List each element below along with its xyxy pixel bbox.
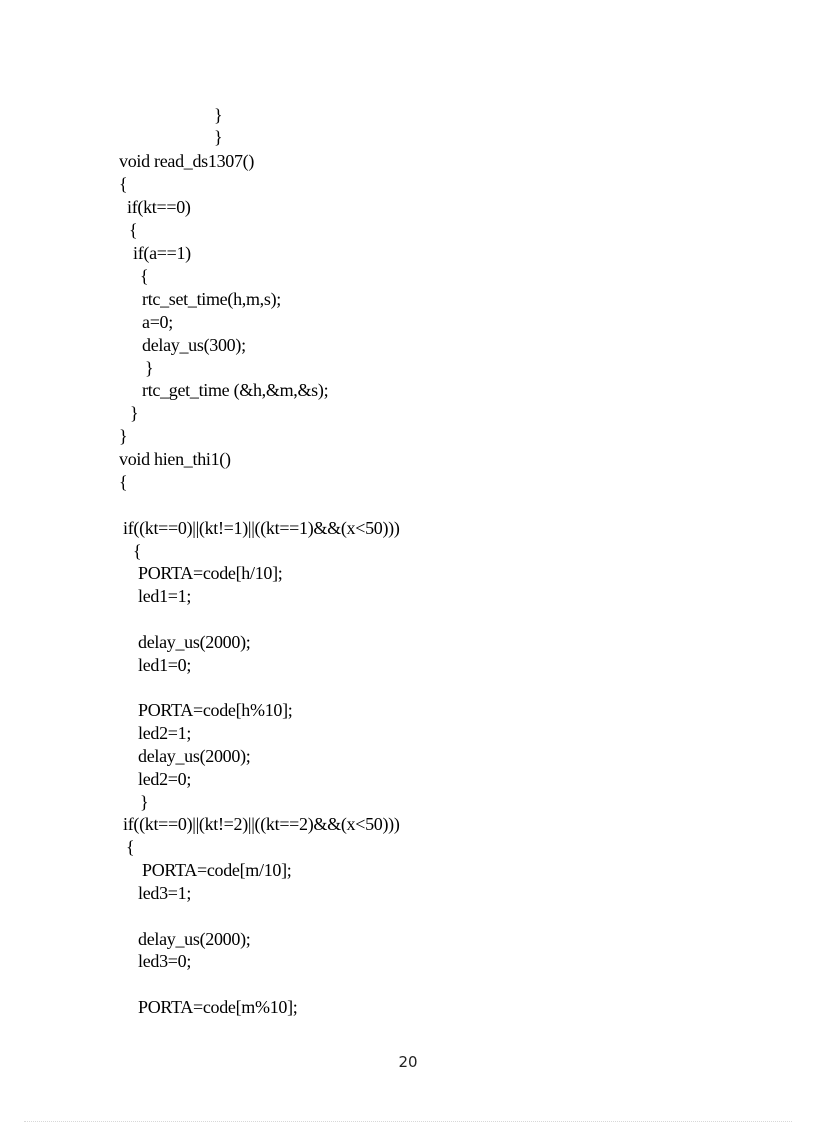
code-line: if((kt==0)||(kt!=2)||((kt==2)&&(x<50))) [123,814,400,834]
code-line: rtc_set_time(h,m,s); [142,289,281,309]
code-line: if(kt==0) [127,197,191,217]
code-line: led2=0; [138,769,192,789]
code-line: if(a==1) [133,243,191,263]
code-line: } [119,426,128,446]
code-line: if((kt==0)||(kt!=1)||((kt==1)&&(x<50))) [123,518,400,538]
code-line: delay_us(300); [142,335,246,355]
code-line: } [214,105,223,125]
code-line: led3=0; [138,951,192,971]
code-line: { [126,837,135,857]
code-line: } [145,358,154,378]
code-line: delay_us(2000); [138,746,251,766]
code-line: { [119,174,128,194]
code-line: } [140,792,149,812]
code-line: PORTA=code[m/10]; [142,860,292,880]
code-line: rtc_get_time (&h,&m,&s); [142,380,329,400]
code-line: led1=1; [138,586,192,606]
code-line: { [129,220,138,240]
code-line: PORTA=code[h%10]; [138,700,293,720]
code-line: void hien_thi1() [119,449,231,469]
code-line: } [214,127,223,147]
code-line: { [133,541,142,561]
code-line: led2=1; [138,723,192,743]
code-line: } [130,403,139,423]
code-line: delay_us(2000); [138,632,251,652]
code-line: led3=1; [138,883,192,903]
code-line: delay_us(2000); [138,929,251,949]
page-number: 20 [398,1053,418,1071]
code-line: void read_ds1307() [119,151,255,171]
footer-divider [24,1121,792,1122]
code-line: PORTA=code[h/10]; [138,563,283,583]
code-line: { [140,266,149,286]
code-line: led1=0; [138,655,192,675]
code-line: PORTA=code[m%10]; [138,997,298,1017]
code-line: { [119,472,128,492]
code-line: a=0; [142,312,173,332]
